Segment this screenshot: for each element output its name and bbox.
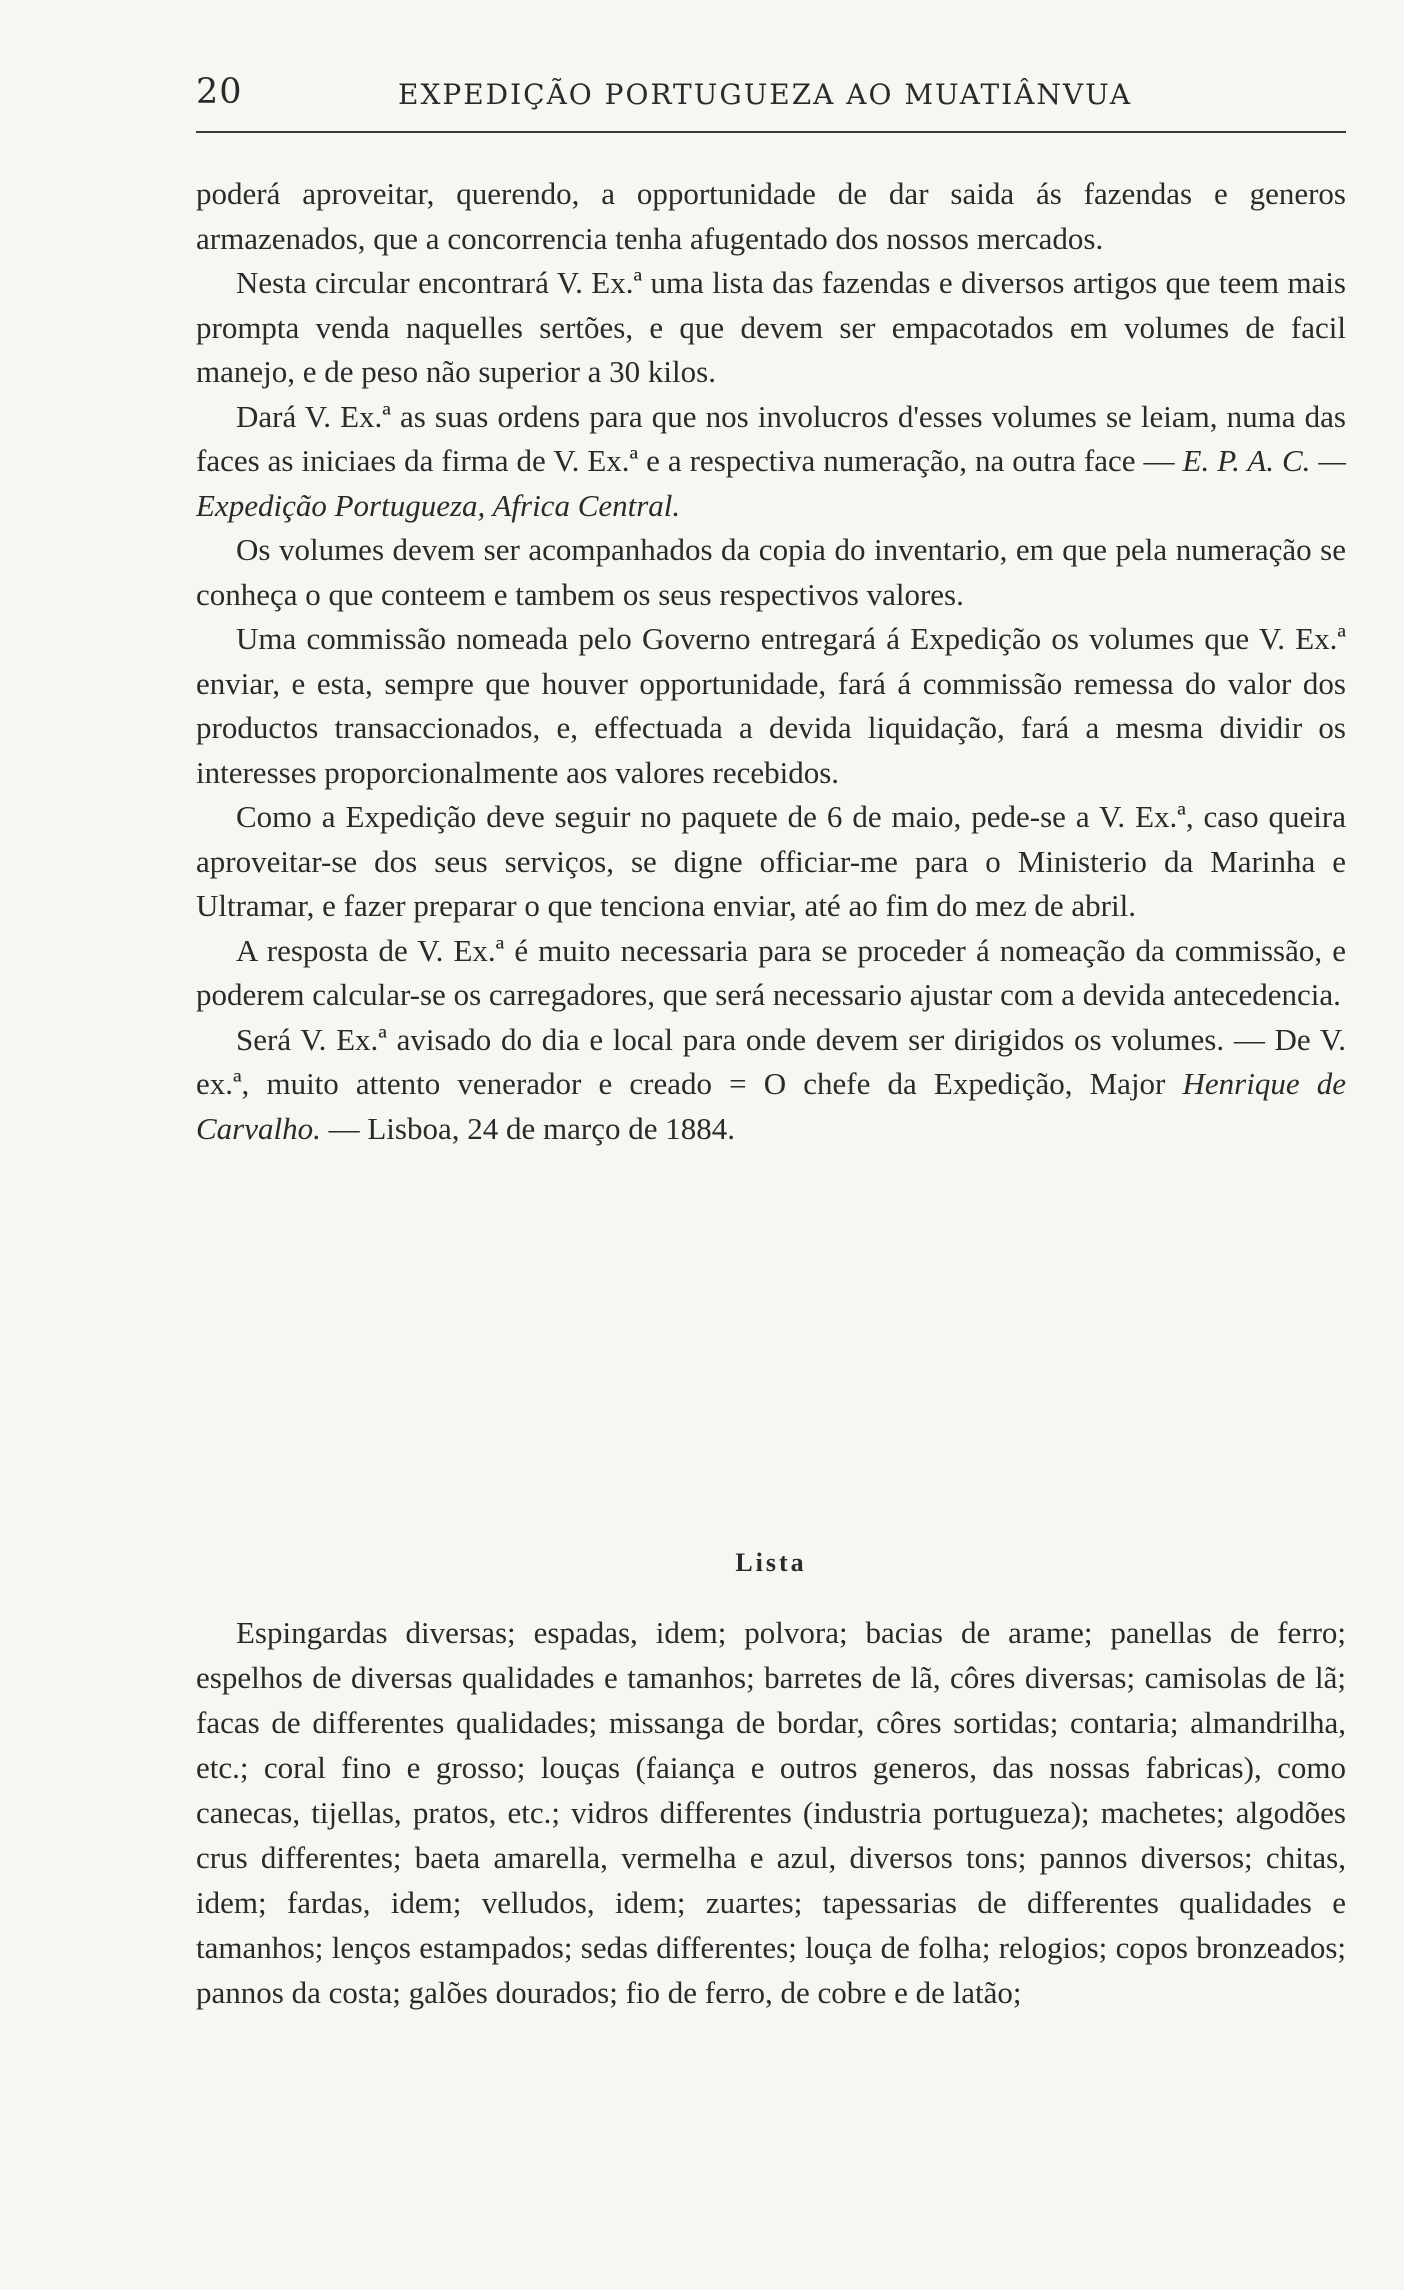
list-body: [196, 1610, 1346, 2015]
dateline: — Lisboa, 24 de março de 1884.: [320, 1110, 735, 1146]
orders-italic-marking: E. P. A. C. — Expedição Portugueza, Africa Central.: [196, 443, 1346, 523]
paragraph-reply: A resposta de V. Ex.ª é muito necessaria para se proceder á nomeação da commissão, e poderem calcular-se os carregadores, que será necessario ajustar com a devida antecedencia.: [196, 932, 1346, 1012]
orders-text: Dará V. Ex.ª as suas ordens para que nos involucros d'esses volumes se leiam, numa das faces as iniciaes da firma de V. Ex.ª e a respectiva numeração, na outra face —: [196, 398, 1346, 478]
list-paragraph: Espingardas diversas; espadas, idem; polvora; bacias de arame; panellas de ferro; espelhos de diversas qualidades e tamanhos; barretes de lã, côres diversas; camisolas de lã; facas de differentes qualidades; missanga de bordar, côres sortidas; contaria; almandrilha, etc.; coral fino e grosso; louças (faiança e outros generos, das nossas fabricas), como canecas, tijellas, pratos, etc.; vidros differentes (industria portugueza); machetes; algodões crus differentes; baeta amarella, vermelha e azul, diversos tons; pannos diversos; chitas, idem; fardas, idem; velludos, idem; zuartes; tapessarias de differentes qualidades e tamanhos; lenços estampados; sedas differentes; louça de folha; relogios; copos bronzeados; pannos da costa; galões dourados; fio de ferro, de cobre e de latão;: [196, 1615, 1346, 2010]
letter-body: [196, 172, 1346, 1151]
paragraph-closing: [196, 1018, 1346, 1152]
page-header: [196, 68, 1346, 116]
paragraph-circular: Nesta circular encontrará V. Ex.ª uma lista das fazendas e diversos artigos que teem mais prompta venda naquelles sertões, e que devem ser empacotados em volumes de facil manejo, e de peso não superior a 30 kilos.: [196, 265, 1346, 389]
header-rule: [196, 131, 1346, 133]
closing-text: Será V. Ex.ª avisado do dia e local para onde devem ser dirigidos os volumes. — De V. ex.ª, muito attento venerador e creado = O chefe da Expedição, Major: [196, 1021, 1346, 1101]
list-heading: Lista: [735, 1548, 807, 1577]
paragraph-departure: Como a Expedição deve seguir no paquete de 6 de maio, pede-se a V. Ex.ª, caso queira aproveitar-se dos seus serviços, se digne officiar-me para o Ministerio da Marinha e Ultramar, e fazer preparar o que tenciona enviar, até ao fim do mez de abril.: [196, 799, 1346, 923]
paragraph-intro: poderá aproveitar, querendo, a opportunidade de dar saida ás fazendas e generos armazenados, que a concorrencia tenha afugentado dos nossos mercados.: [196, 176, 1346, 256]
paragraph-commission: Uma commissão nomeada pelo Governo entregará á Expedição os volumes que V. Ex.ª enviar, e esta, sempre que houver opportunidade, fará á commissão remessa do valor dos productos transaccionados, e, effectuada a devida liquidação, fará a mesma dividir os interesses proporcionalmente aos valores recebidos.: [196, 621, 1346, 790]
running-title: EXPEDIÇÃO PORTUGUEZA AO MUATIÂNVUA: [398, 78, 1133, 111]
paragraph-inventory: Os volumes devem ser acompanhados da copia do inventario, em que pela numeração se conheça o que conteem e tambem os seus respectivos valores.: [196, 532, 1346, 612]
signature-name: Henrique de Carvalho.: [196, 1066, 1347, 1146]
page-number: 20: [196, 72, 243, 112]
paragraph-orders: [196, 395, 1346, 529]
